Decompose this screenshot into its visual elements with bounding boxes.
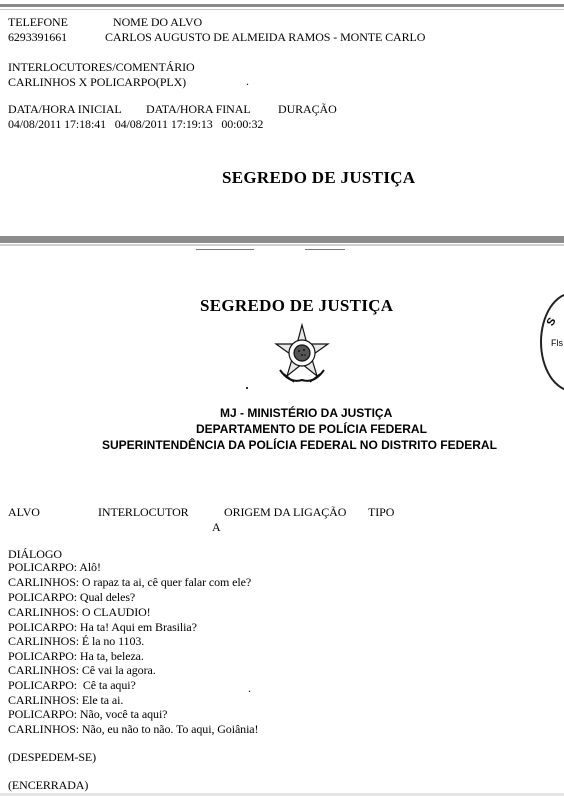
stray-mark-page2: .: [248, 681, 251, 695]
despedem-note: (DESPEDEM-SE): [8, 750, 97, 764]
encerrada-note: (ENCERRADA): [8, 778, 89, 792]
dialogue-line: POLICARPO: Qual deles?: [8, 590, 136, 604]
dialogue-line: CARLINHOS: O rapaz ta ai, cê quer falar com ele?: [8, 575, 252, 589]
small-dot: [246, 387, 248, 389]
header-nome-do-alvo: NOME DO ALVO: [113, 15, 203, 29]
top-scan-edge-light: [0, 9, 564, 10]
dialogue-line: POLICARPO: Alô!: [8, 560, 101, 574]
dialogue-line: CARLINHOS: Não, eu não to não. To aqui, Goiânia!: [8, 722, 259, 736]
dialogue-line: POLICARPO: Não, você ta aqui?: [8, 707, 168, 721]
header-data-hora-final: DATA/HORA FINAL: [146, 102, 251, 116]
column-alvo: ALVO: [8, 505, 40, 519]
page-separator-light: [0, 244, 564, 246]
stray-mark: .: [246, 74, 249, 88]
dialogue-line: CARLINHOS: Ele ta ai.: [8, 693, 124, 707]
dialogue-line: POLICARPO: Ha ta! Aqui em Brasilia?: [8, 620, 197, 634]
interlocutores-value: CARLINHOS X POLICARPO(PLX): [8, 75, 187, 89]
separator-dash-2: [305, 249, 345, 250]
origem-value: A: [212, 520, 221, 534]
header-data-hora-inicial: DATA/HORA INICIAL: [8, 102, 122, 116]
telefone-value: 6293391661: [8, 30, 68, 44]
header-telefone: TELEFONE: [8, 15, 68, 29]
dialogue-line: POLICARPO: Cê ta aqui?: [8, 678, 136, 692]
circular-stamp: [540, 292, 564, 392]
secret-label-page1: SEGREDO DE JUSTIÇA: [222, 168, 416, 187]
dialogo-header: DIÁLOGO: [8, 547, 62, 561]
column-origem: ORIGEM DA LIGAÇÃO: [224, 505, 347, 519]
column-tipo: TIPO: [368, 505, 395, 519]
dialogue-line: CARLINHOS: É la no 1103.: [8, 634, 145, 648]
federal-coat-of-arms: [270, 322, 334, 386]
datetime-values: 04/08/2011 17:18:41 04/08/2011 17:19:13 00:00:32: [8, 117, 264, 131]
column-interlocutor: INTERLOCUTOR: [98, 505, 189, 519]
separator-dash: [196, 249, 254, 250]
page-separator: [0, 236, 564, 243]
ministry-line: MJ - MINISTÉRIO DA JUSTIÇA: [220, 406, 393, 420]
superintendence-line: SUPERINTENDÊNCIA DA POLÍCIA FEDERAL NO DISTRITO FEDERAL: [102, 438, 497, 452]
secret-label-page2: SEGREDO DE JUSTIÇA: [200, 296, 394, 315]
stamp-fls: Fls: [551, 338, 563, 348]
top-scan-edge: [0, 4, 564, 7]
dialogue-line: CARLINHOS: O CLAUDIO!: [8, 605, 151, 619]
department-line: DEPARTAMENTO DE POLÍCIA FEDERAL: [196, 422, 427, 436]
dialogue-line: POLICARPO: Ha ta, beleza.: [8, 649, 144, 663]
header-interlocutores: INTERLOCUTORES/COMENTÁRIO: [8, 60, 195, 74]
stamp-letter: S: [544, 315, 559, 329]
nome-value: CARLOS AUGUSTO DE ALMEIDA RAMOS - MONTE CARLO: [105, 30, 426, 44]
header-duracao: DURAÇÃO: [278, 102, 337, 116]
dialogue-line: CARLINHOS: Cê vai la agora.: [8, 663, 156, 677]
